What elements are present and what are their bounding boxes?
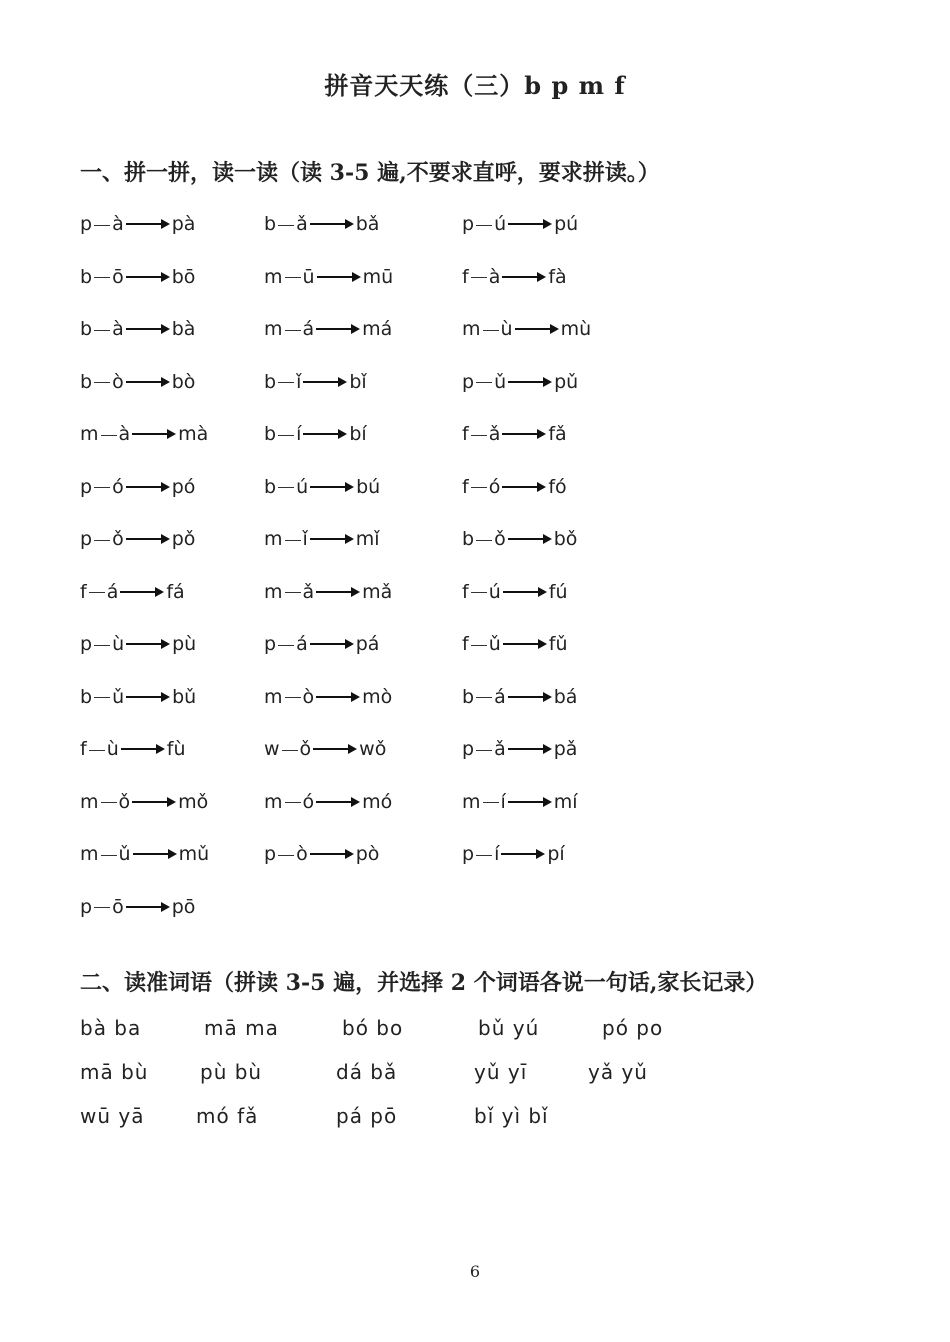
initial-consonant: f [462, 265, 469, 288]
initial-consonant: b [264, 475, 277, 498]
initial-consonant: b [80, 685, 93, 708]
spelling-item [264, 630, 379, 658]
initial-consonant: b [80, 370, 93, 393]
connector-line [471, 277, 487, 278]
final-vowel: í [494, 843, 500, 865]
connector-line [471, 435, 487, 436]
arrow-right-icon [310, 639, 354, 649]
spelling-item [462, 630, 567, 658]
initial-consonant: f [462, 633, 469, 655]
vocab-word: mā ma [204, 1016, 279, 1040]
final-vowel: á [494, 685, 506, 708]
final-vowel: ǒ [112, 528, 124, 550]
arrow-right-icon [126, 324, 170, 334]
final-vowel: ǐ [302, 528, 308, 550]
spelled-syllable: mù [560, 318, 592, 340]
connector-line [94, 907, 110, 908]
initial-consonant: p [264, 843, 277, 865]
connector-line [278, 225, 294, 226]
vocab-word: yǔ yī [474, 1060, 528, 1084]
arrow-right-icon [126, 272, 170, 282]
connector-line [94, 382, 110, 383]
spelling-item [462, 263, 567, 291]
connector-line [94, 330, 110, 331]
initial-consonant: p [80, 475, 93, 498]
initial-consonant: m [80, 423, 99, 445]
final-vowel: ō [112, 265, 124, 288]
connector-line [278, 645, 294, 646]
spelling-item [80, 893, 195, 921]
spelled-syllable: fǎ [548, 423, 567, 445]
arrow-right-icon [317, 272, 361, 282]
spelling-item [462, 525, 577, 553]
connector-line [101, 802, 117, 803]
connector-line [483, 802, 499, 803]
spelling-item [264, 578, 392, 606]
connector-line [476, 540, 492, 541]
spelled-syllable: mū [362, 265, 394, 288]
arrow-right-icon [126, 219, 170, 229]
spelling-item [80, 210, 195, 238]
initial-consonant: w [264, 738, 280, 760]
spelled-syllable: fù [166, 738, 186, 760]
spelled-syllable: fó [548, 475, 567, 498]
arrow-right-icon [126, 534, 170, 544]
final-vowel: ǔ [494, 370, 507, 393]
connector-line [94, 540, 110, 541]
vocab-word: bó bo [342, 1016, 404, 1040]
arrow-right-icon [503, 587, 547, 597]
spelled-syllable: pá [355, 633, 380, 655]
final-vowel: ǎ [494, 738, 506, 760]
connector-line [94, 277, 110, 278]
initial-consonant: p [264, 633, 277, 655]
final-vowel: ǒ [118, 790, 131, 813]
spelling-item [462, 210, 578, 238]
vocab-word: pù bù [200, 1060, 263, 1084]
arrow-right-icon [508, 744, 552, 754]
spelled-syllable: wǒ [359, 738, 387, 760]
connector-line [278, 382, 294, 383]
spelled-syllable: pǔ [554, 370, 579, 393]
spelling-item [80, 630, 196, 658]
vocab-word: bǔ yú [478, 1016, 540, 1040]
spelled-syllable: pú [554, 213, 579, 235]
arrow-right-icon [508, 534, 552, 544]
section1-heading: 一、拼一拼，读一读（读 3-5 遍,不要求直呼，要求拼读。） [80, 160, 660, 186]
spelled-syllable: pó [171, 475, 196, 498]
connector-line [476, 697, 492, 698]
initial-consonant: m [264, 790, 283, 813]
arrow-right-icon [316, 324, 360, 334]
initial-consonant: p [462, 843, 475, 865]
arrow-right-icon [502, 429, 546, 439]
arrow-right-icon [313, 744, 357, 754]
arrow-right-icon [310, 482, 354, 492]
final-vowel: ǒ [494, 528, 506, 550]
final-vowel: ǒ [299, 738, 312, 760]
spelled-syllable: fú [548, 580, 568, 603]
initial-consonant: p [80, 528, 93, 550]
initial-consonant: f [462, 580, 469, 603]
spelled-syllable: bǎ [355, 213, 380, 235]
initial-consonant: m [264, 685, 283, 708]
spelled-syllable: bí [349, 423, 367, 445]
arrow-right-icon [316, 587, 360, 597]
connector-line [476, 855, 492, 856]
initial-consonant: b [264, 213, 277, 235]
initial-consonant: f [80, 580, 87, 603]
spelled-syllable: fǔ [548, 633, 568, 655]
arrow-right-icon [501, 849, 545, 859]
arrow-right-icon [310, 849, 354, 859]
spelling-item [264, 840, 379, 868]
connector-line [89, 750, 105, 751]
connector-line [94, 487, 110, 488]
spelling-item [264, 315, 392, 343]
arrow-right-icon [126, 482, 170, 492]
arrow-right-icon [310, 534, 354, 544]
initial-consonant: b [80, 265, 93, 288]
connector-line [471, 487, 487, 488]
arrow-right-icon [126, 902, 170, 912]
initial-consonant: f [462, 475, 469, 498]
spelling-item [462, 683, 577, 711]
arrow-right-icon [508, 377, 552, 387]
connector-line [476, 382, 492, 383]
arrow-right-icon [126, 639, 170, 649]
arrow-right-icon [126, 377, 170, 387]
spelled-syllable: mǎ [362, 580, 393, 603]
initial-consonant: p [462, 738, 475, 760]
initial-consonant: m [462, 790, 481, 813]
connector-line [285, 277, 301, 278]
arrow-right-icon [508, 219, 552, 229]
arrow-right-icon [120, 587, 164, 597]
spelling-item [80, 473, 195, 501]
final-vowel: ó [488, 475, 501, 498]
final-vowel: ú [488, 580, 501, 603]
arrow-right-icon [126, 692, 170, 702]
spelling-item [462, 420, 567, 448]
arrow-right-icon [502, 272, 546, 282]
connector-line [285, 697, 301, 698]
final-vowel: í [296, 423, 302, 445]
spelled-syllable: mí [553, 790, 578, 813]
arrow-right-icon [133, 849, 177, 859]
final-vowel: ó [302, 790, 315, 813]
spelled-syllable: mǔ [178, 843, 210, 865]
connector-line [94, 645, 110, 646]
connector-line [285, 540, 301, 541]
spelling-item [462, 368, 578, 396]
final-vowel: ǔ [118, 843, 131, 865]
spelled-syllable: pǎ [553, 738, 578, 760]
arrow-right-icon [303, 377, 347, 387]
vocab-word: mó fǎ [196, 1104, 259, 1128]
spelled-syllable: pà [171, 213, 196, 235]
spelling-item [462, 578, 567, 606]
spelled-syllable: mà [178, 423, 209, 445]
spelled-syllable: bà [171, 318, 196, 340]
initial-consonant: p [80, 633, 93, 655]
connector-line [476, 225, 492, 226]
connector-line [101, 855, 117, 856]
spelling-item [462, 473, 567, 501]
spelling-item [80, 368, 195, 396]
initial-consonant: m [264, 318, 283, 340]
arrow-right-icon [132, 429, 176, 439]
connector-line [483, 330, 499, 331]
page-number: 6 [469, 1262, 481, 1281]
connector-line [476, 750, 492, 751]
final-vowel: ō [112, 895, 124, 918]
final-vowel: ò [112, 370, 124, 393]
arrow-right-icon [310, 219, 354, 229]
spelling-item [264, 263, 393, 291]
connector-line [94, 225, 110, 226]
spelling-item [80, 735, 185, 763]
arrow-right-icon [121, 744, 165, 754]
final-vowel: ù [500, 318, 513, 340]
final-vowel: à [112, 213, 124, 235]
spelled-syllable: bǐ [349, 370, 367, 393]
initial-consonant: b [264, 423, 277, 445]
spelled-syllable: bǒ [553, 528, 578, 550]
initial-consonant: b [264, 370, 277, 393]
final-vowel: ò [302, 685, 315, 708]
arrow-right-icon [508, 692, 552, 702]
arrow-right-icon [503, 639, 547, 649]
initial-consonant: m [264, 265, 283, 288]
spelling-item [462, 735, 577, 763]
spelled-syllable: bò [171, 370, 196, 393]
initial-consonant: p [80, 213, 93, 235]
spelled-syllable: mǐ [355, 528, 380, 550]
final-vowel: á [302, 318, 315, 340]
spelling-item [80, 840, 209, 868]
connector-line [471, 592, 487, 593]
spelling-item [80, 525, 195, 553]
arrow-right-icon [515, 324, 559, 334]
spelling-item [264, 735, 386, 763]
final-vowel: ú [494, 213, 507, 235]
final-vowel: à [118, 423, 131, 445]
spelling-item [462, 788, 578, 816]
initial-consonant: f [462, 423, 469, 445]
initial-consonant: m [80, 843, 99, 865]
vocab-word: wū yā [80, 1104, 145, 1128]
spelling-item [264, 210, 379, 238]
vocab-word: bà ba [80, 1016, 142, 1040]
spelled-syllable: bú [356, 475, 381, 498]
final-vowel: ó [112, 475, 124, 498]
spelling-item [80, 683, 196, 711]
spelled-syllable: bǔ [172, 685, 197, 708]
vocab-word: bǐ yì bǐ [474, 1104, 549, 1128]
spelled-syllable: mó [362, 790, 393, 813]
arrow-right-icon [502, 482, 546, 492]
initial-consonant: m [264, 580, 283, 603]
spelled-syllable: mò [362, 685, 393, 708]
final-vowel: á [296, 633, 308, 655]
initial-consonant: f [80, 738, 87, 760]
arrow-right-icon [132, 797, 176, 807]
arrow-right-icon [316, 797, 360, 807]
initial-consonant: b [462, 528, 475, 550]
spelling-item [80, 263, 195, 291]
section2-heading: 二、读准词语（拼读 3-5 遍，并选择 2 个词语各说一句话,家长记录） [80, 970, 768, 996]
final-vowel: á [106, 580, 119, 603]
final-vowel: ǔ [112, 685, 125, 708]
page-title: 拼音天天练（三）b p m f [324, 71, 626, 100]
connector-line [89, 592, 105, 593]
spelling-item [264, 368, 367, 396]
spelling-item [264, 683, 392, 711]
final-vowel: ù [112, 633, 125, 655]
final-vowel: ǎ [296, 213, 308, 235]
final-vowel: à [488, 265, 501, 288]
spelling-item [80, 578, 185, 606]
spelling-item [80, 788, 208, 816]
final-vowel: ǎ [302, 580, 315, 603]
spelling-item [462, 315, 591, 343]
spelled-syllable: pí [547, 843, 565, 865]
connector-line [101, 435, 117, 436]
connector-line [278, 855, 294, 856]
final-vowel: ǔ [488, 633, 501, 655]
final-vowel: à [112, 318, 124, 340]
final-vowel: ú [296, 475, 309, 498]
final-vowel: í [500, 790, 506, 813]
vocab-word: mā bù [80, 1060, 149, 1084]
final-vowel: ò [296, 843, 308, 865]
vocab-word: yǎ yǔ [588, 1060, 648, 1084]
spelling-item [80, 420, 208, 448]
initial-consonant: m [462, 318, 481, 340]
initial-consonant: p [462, 213, 475, 235]
connector-line [282, 750, 298, 751]
arrow-right-icon [303, 429, 347, 439]
spelled-syllable: bá [553, 685, 578, 708]
spelled-syllable: fá [166, 580, 185, 603]
connector-line [278, 435, 294, 436]
spelling-item [264, 525, 380, 553]
spelled-syllable: má [362, 318, 393, 340]
spelled-syllable: bō [171, 265, 196, 288]
spelled-syllable: pǒ [171, 528, 196, 550]
initial-consonant: m [80, 790, 99, 813]
spelling-item [264, 420, 367, 448]
spelled-syllable: pō [171, 895, 196, 918]
spelled-syllable: mǒ [178, 790, 209, 813]
spelling-item [80, 315, 195, 343]
vocab-word: pó po [602, 1016, 664, 1040]
connector-line [94, 697, 110, 698]
connector-line [471, 645, 487, 646]
final-vowel: ǐ [296, 370, 302, 393]
final-vowel: ǎ [488, 423, 501, 445]
connector-line [285, 802, 301, 803]
initial-consonant: p [80, 895, 93, 918]
vocab-word: pá pō [336, 1104, 398, 1128]
final-vowel: ū [302, 265, 315, 288]
arrow-right-icon [508, 797, 552, 807]
spelling-item [462, 840, 565, 868]
initial-consonant: b [80, 318, 93, 340]
final-vowel: ù [106, 738, 119, 760]
spelling-item [264, 473, 380, 501]
vocab-word: dá bǎ [336, 1060, 398, 1084]
spelled-syllable: fà [548, 265, 567, 288]
spelling-item [264, 788, 392, 816]
initial-consonant: p [462, 370, 475, 393]
arrow-right-icon [316, 692, 360, 702]
initial-consonant: m [264, 528, 283, 550]
connector-line [285, 592, 301, 593]
connector-line [278, 487, 294, 488]
spelled-syllable: pù [172, 633, 197, 655]
spelled-syllable: pò [355, 843, 380, 865]
initial-consonant: b [462, 685, 475, 708]
connector-line [285, 330, 301, 331]
